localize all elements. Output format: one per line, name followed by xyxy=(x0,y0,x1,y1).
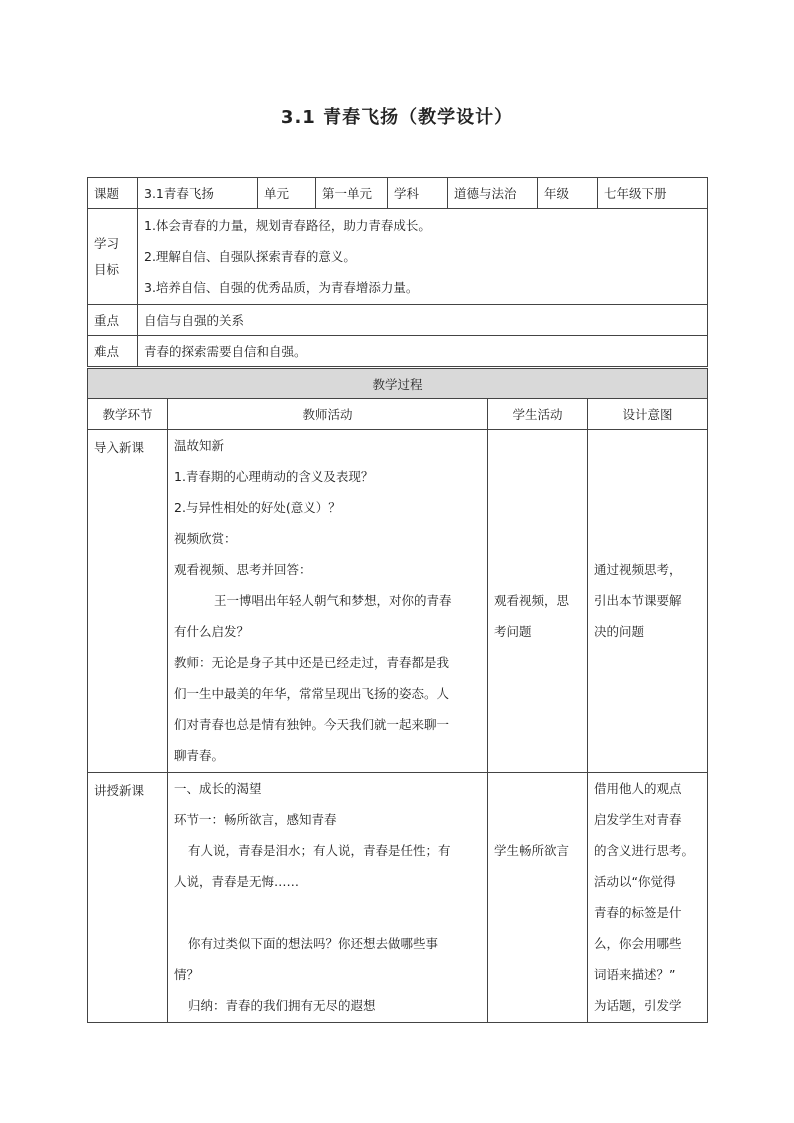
subject-value: 道德与法治 xyxy=(448,178,538,209)
key-point-label: 重点 xyxy=(88,305,138,336)
objective-item: 2.理解自信、自强队探索青春的意义。 xyxy=(144,249,356,264)
process-table xyxy=(87,368,708,1023)
design-intent: 借用他人的观点 启发学生对青春 的含义进行思考。 活动以“你觉得 青春的标签是什 么，你会用哪些 词语来描述？” 为话题，引发学 xyxy=(588,773,708,1023)
column-header: 教学环节 xyxy=(88,399,168,430)
objectives-list xyxy=(138,209,708,305)
teacher-activity: 一、成长的渴望 环节一：畅所欲言，感知青春 有人说，青春是泪水；有人说，青春是任性；有 人说，青春是无悔…… 你有过类似下面的想法吗？你还想去做哪些事 情？ 归纳：青春的我们拥有无尽的遐想 xyxy=(168,773,488,1023)
page-title: 3.1 青春飞扬（教学设计） xyxy=(280,107,514,128)
grade-label: 年级 xyxy=(538,178,598,209)
teacher-activity: 温故知新 1.青春期的心理萌动的含义及表现？ 2.与异性相处的好处(意义）？ 视频欣赏： 观看视频、思考并回答： 王一博唱出年轻人朝气和梦想，对你的青春 有什么启发？ 教师：无论是身子其中还是已经走过，青春都是我 们一生中最美的年华，常常呈现出飞扬的姿态。人 们对青春也总是情有独钟。今天我们就一起来聊一 聊青春。 xyxy=(168,430,488,773)
column-header: 设计意图 xyxy=(588,399,708,430)
column-header-row xyxy=(88,399,708,430)
info-table xyxy=(87,177,708,367)
stage-cell: 讲授新课 xyxy=(88,773,168,1023)
info-row xyxy=(88,178,708,209)
objective-item: 3.培养自信、自强的优秀品质，为青春增添力量。 xyxy=(144,280,419,295)
process-header: 教学过程 xyxy=(88,369,708,399)
objective-item: 1.体会青春的力量，规划青春路径，助力青春成长。 xyxy=(144,218,431,233)
process-header-row xyxy=(88,369,708,399)
key-point-row xyxy=(88,305,708,336)
difficulty-row xyxy=(88,336,708,367)
unit-value: 第一单元 xyxy=(316,178,388,209)
student-activity: 学生畅所欲言 xyxy=(488,773,588,1023)
course-value: 3.1青春飞扬 xyxy=(138,178,258,209)
student-activity: 观看视频，思 考问题 xyxy=(488,430,588,773)
subject-label: 学科 xyxy=(388,178,448,209)
course-label: 课题 xyxy=(88,178,138,209)
column-header: 学生活动 xyxy=(488,399,588,430)
key-point-value: 自信与自强的关系 xyxy=(138,305,708,336)
difficulty-value: 青春的探索需要自信和自强。 xyxy=(138,336,708,367)
column-header: 教师活动 xyxy=(168,399,488,430)
unit-label: 单元 xyxy=(258,178,316,209)
difficulty-label: 难点 xyxy=(88,336,138,367)
objectives-row xyxy=(88,209,708,305)
grade-value: 七年级下册 xyxy=(598,178,708,209)
design-intent: 通过视频思考， 引出本节课要解 决的问题 xyxy=(588,430,708,773)
objectives-label: 学习 目标 xyxy=(88,209,138,305)
table-row xyxy=(88,773,708,1023)
table-row xyxy=(88,430,708,773)
stage-cell: 导入新课 xyxy=(88,430,168,773)
